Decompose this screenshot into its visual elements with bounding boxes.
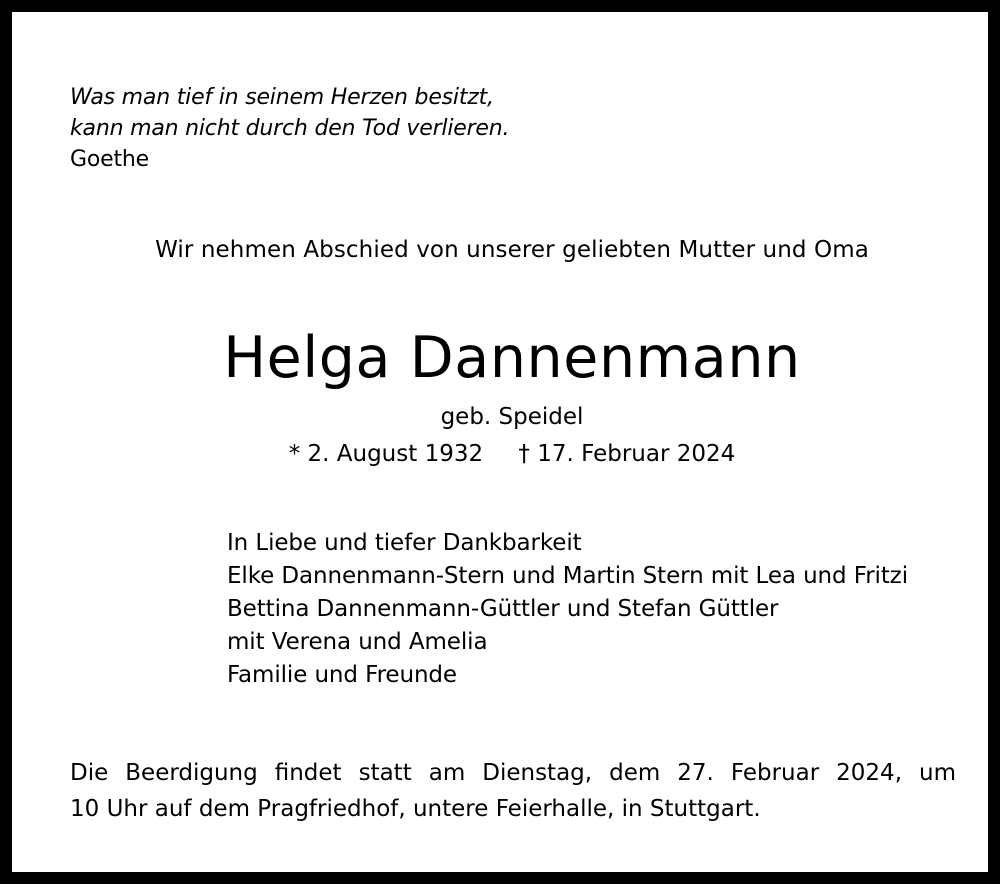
quote-line-1: Was man tief in seinem Herzen besitzt, xyxy=(70,85,494,110)
mourners-line-1: In Liebe und tiefer Dankbarkeit xyxy=(227,530,582,556)
life-dates xyxy=(12,436,1000,472)
mourners-line-4: mit Verena und Amelia xyxy=(227,629,488,655)
funeral-line-2: 10 Uhr auf dem Pragfriedhof, untere Feierhalle, in Stuttgart. xyxy=(70,796,761,822)
birth-date: * 2. August 1932 xyxy=(288,441,484,467)
funeral-line-1: Die Beerdigung findet statt am Dienstag, dem 27. Februar 2024, um xyxy=(70,760,956,786)
deceased-name: Helga Dannenmann xyxy=(223,325,801,391)
mourners-line-5: Familie und Freunde xyxy=(227,662,457,688)
goethe-quote xyxy=(70,82,509,175)
mourners-list xyxy=(227,527,908,692)
quote-author: Goethe xyxy=(70,147,149,172)
mourners-line-3: Bettina Dannenmann-Güttler und Stefan Güttler xyxy=(227,596,779,622)
quote-line-2: kann man nicht durch den Tod verlieren. xyxy=(70,116,510,141)
death-date: † 17. Februar 2024 xyxy=(518,441,736,467)
funeral-details xyxy=(70,755,956,827)
maiden-name: geb. Speidel xyxy=(440,404,584,430)
mourners-line-2: Elke Dannenmann-Stern und Martin Stern mit Lea und Fritzi xyxy=(227,563,909,589)
farewell-intro: Wir nehmen Abschied von unserer geliebten Mutter und Oma xyxy=(155,237,869,263)
